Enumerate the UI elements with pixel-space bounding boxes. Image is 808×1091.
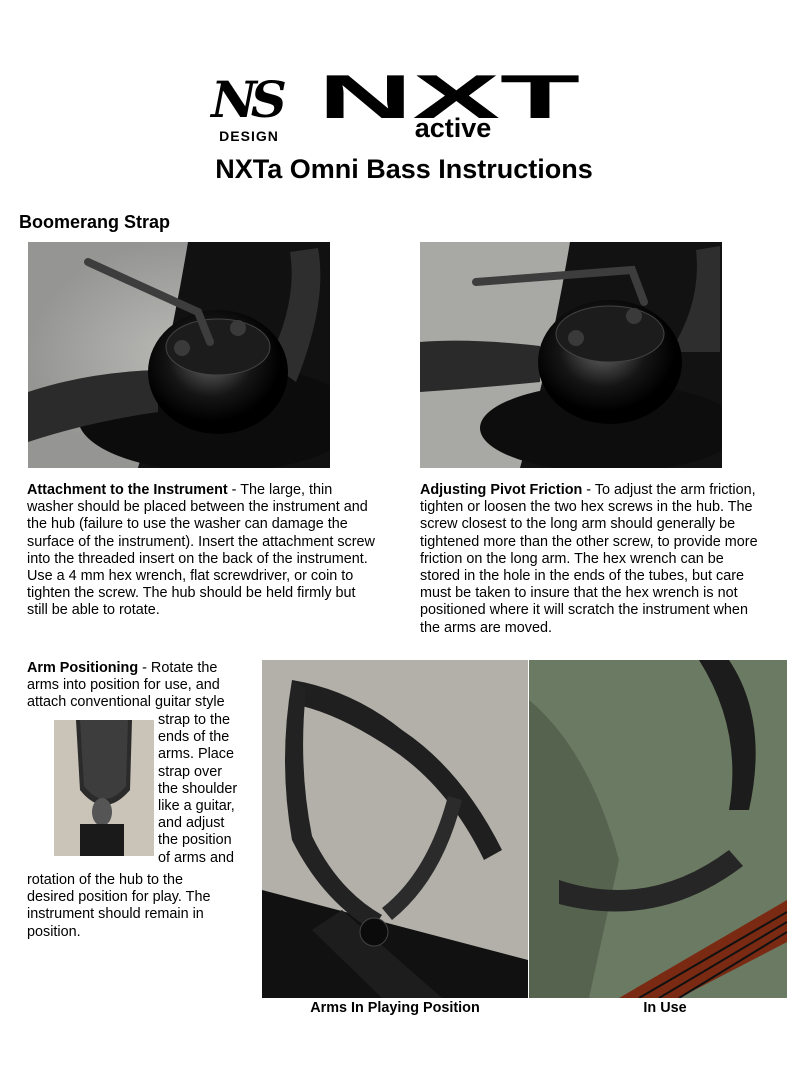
hub-friction-photo xyxy=(420,242,722,468)
arm-line: arms into position for use, and xyxy=(27,677,220,694)
strap-end-photo xyxy=(54,720,154,856)
arm-line: strap over xyxy=(158,763,222,780)
pivot-line: screw closest to the long arm should generally be xyxy=(420,516,736,533)
pivot-friction-instructions xyxy=(420,482,804,637)
pivot-line: tightened more than the other screw, to provide more xyxy=(420,533,758,550)
attachment-line: Use a 4 mm hex wrench, flat screwdriver, or coin to xyxy=(27,568,354,585)
ns-design-logo-text: DESIGN xyxy=(219,128,279,144)
ns-design-logo-mark: NS xyxy=(211,70,281,129)
arm-line: and adjust xyxy=(158,815,225,832)
arm-line: instrument should remain in xyxy=(27,906,204,923)
arm-line: like a guitar, xyxy=(158,798,235,815)
nxt-logo-active-text: active xyxy=(414,113,492,143)
pivot-line: - To adjust the arm friction, xyxy=(582,482,756,498)
arm-line: the shoulder xyxy=(158,780,238,797)
page-title: NXTa Omni Bass Instructions xyxy=(215,154,593,184)
nxt-logo-text: NXT xyxy=(318,70,581,126)
pivot-line: must be taken to insure that the hex wrench is not xyxy=(420,585,738,602)
attachment-line: - The large, thin xyxy=(227,482,333,498)
arm-line: - Rotate the xyxy=(138,660,218,676)
attachment-line: washer should be placed between the instrument and xyxy=(27,499,368,516)
attachment-line: into the threaded insert on the back of the instrument. xyxy=(27,550,368,567)
pivot-line: the arms are moved. xyxy=(420,619,552,636)
in-use-photo xyxy=(529,660,787,998)
arm-positioning-instructions xyxy=(27,660,257,712)
arm-line: attach conventional guitar style xyxy=(27,694,225,711)
attachment-line: the hub (failure to use the washer can damage the xyxy=(27,516,348,533)
arm-line: desired position for play. The xyxy=(27,889,211,906)
arm-line: the position xyxy=(158,832,232,849)
arm-positioning-side-text xyxy=(158,712,258,867)
arm-positioning-bottom-text xyxy=(27,872,257,941)
caption-playing-position: Arms In Playing Position xyxy=(310,1000,480,1016)
pivot-line: stored in the hole in the ends of the tubes, but care xyxy=(420,568,745,585)
pivot-line: tighten or loosen the two hex screws in the hub. The xyxy=(420,499,753,516)
arm-line: arms. Place xyxy=(158,746,234,763)
arm-line: rotation of the hub to the xyxy=(27,872,184,888)
arm-heading: Arm Positioning xyxy=(27,660,139,676)
attachment-line: surface of the instrument). Insert the attachment screw xyxy=(27,533,375,550)
arm-line: ends of the xyxy=(158,729,230,746)
arm-line: position. xyxy=(27,923,81,940)
pivot-heading: Adjusting Pivot Friction xyxy=(420,482,583,498)
attachment-heading: Attachment to the Instrument xyxy=(27,482,228,498)
section-heading: Boomerang Strap xyxy=(19,212,171,232)
caption-in-use: In Use xyxy=(643,1000,687,1016)
arms-playing-position-photo xyxy=(262,660,528,998)
pivot-line: positioned where it will scratch the instrument when xyxy=(420,602,748,619)
pivot-line: friction on the long arm. The hex wrench can be xyxy=(420,550,724,567)
arm-line: strap to the xyxy=(158,712,230,728)
attachment-line: still be able to rotate. xyxy=(27,602,160,619)
attachment-line: tighten the screw. The hub should be held firmly but xyxy=(27,585,356,602)
arm-line: of arms and xyxy=(158,849,234,866)
hub-attachment-photo xyxy=(28,242,330,468)
attachment-instructions xyxy=(27,482,407,620)
